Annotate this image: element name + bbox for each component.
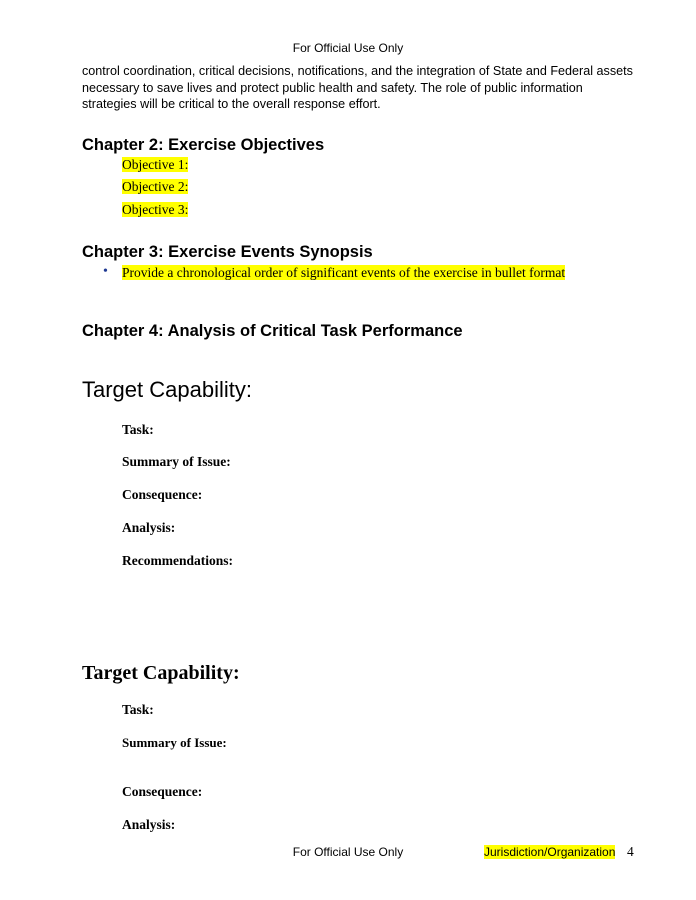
chapter-3-heading: Chapter 3: Exercise Events Synopsis (82, 243, 373, 261)
page-number: 4 (627, 844, 634, 859)
chapter-4-heading: Chapter 4: Analysis of Critical Task Performance (82, 322, 463, 340)
page-footer: For Official Use Only (292, 845, 404, 859)
intro-line-1: control coordination, critical decisions, notifications, and the integration of State and Federal assets (82, 64, 633, 78)
target-capability-heading-2: Target Capability: (82, 662, 240, 684)
field-consequence-2: Consequence: (122, 784, 203, 799)
synopsis-bullet: Provide a chronological order of significant events of the exercise in bullet format (122, 265, 566, 280)
field-recommendations-1: Recommendations: (122, 553, 233, 568)
intro-line-2: necessary to save lives and protect public health and safety. The role of public information (82, 80, 583, 95)
field-summary-1: Summary of Issue: (122, 454, 231, 469)
intro-paragraph (82, 63, 642, 113)
objective-3: Objective 3: (122, 202, 189, 217)
field-task-2: Task: (122, 702, 154, 717)
chapter-2-heading: Chapter 2: Exercise Objectives (82, 136, 325, 154)
page-header: For Official Use Only (292, 41, 404, 55)
objective-2: Objective 2: (122, 179, 189, 194)
field-consequence-1: Consequence: (122, 487, 203, 502)
objective-1: Objective 1: (122, 157, 189, 172)
target-capability-heading-1: Target Capability: (82, 377, 252, 402)
intro-line-3: strategies will be critical to the overall response effort. (82, 97, 381, 111)
field-analysis-1: Analysis: (122, 520, 176, 535)
field-task-1: Task: (122, 422, 154, 437)
footer-jurisdiction: Jurisdiction/Organization (484, 845, 616, 859)
field-analysis-2: Analysis: (122, 817, 176, 832)
field-summary-2: Summary of Issue: (122, 735, 227, 750)
bullet-dot-icon: • (103, 264, 108, 279)
